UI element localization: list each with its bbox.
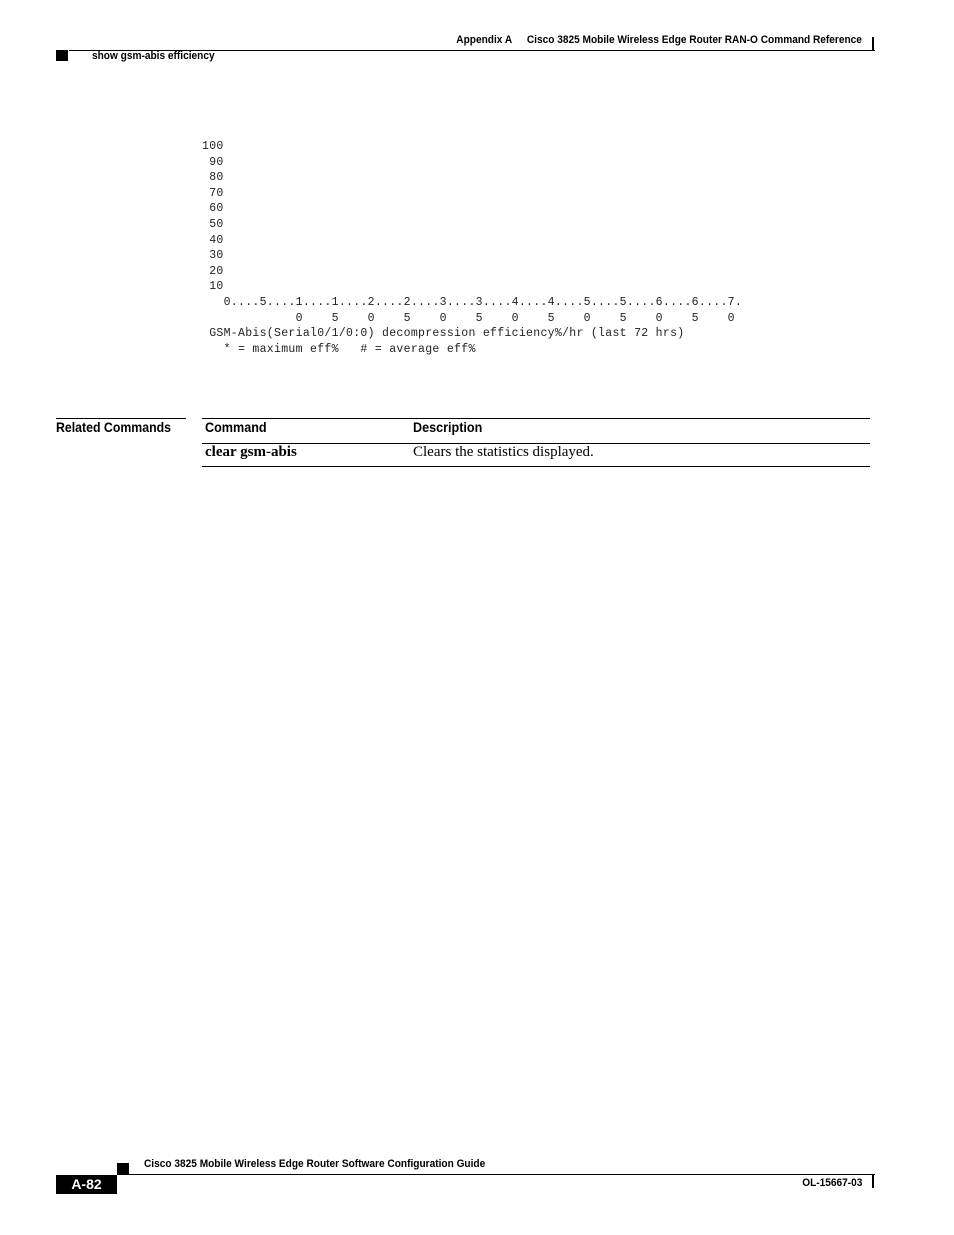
code-line: 0....5....1....1....2....2....3....3....4....4....5....5....6....6....7. — [202, 295, 743, 309]
code-line: GSM-Abis(Serial0/1/0:0) decompression efficiency%/hr (last 72 hrs) — [202, 327, 685, 341]
running-header — [456, 34, 862, 46]
section-title: show gsm-abis efficiency — [92, 50, 215, 62]
code-line: 60 — [202, 202, 224, 216]
code-line: 30 — [202, 249, 224, 263]
description-column-header: Description — [413, 419, 483, 435]
code-line: 50 — [202, 217, 224, 231]
book-title: Cisco 3825 Mobile Wireless Edge Router RAN-O Command Reference — [526, 34, 862, 46]
header-marker — [56, 50, 68, 61]
page-number: A-82 — [56, 1175, 117, 1194]
code-line: * = maximum eff% # = average eff% — [202, 342, 476, 356]
footer-rule — [117, 1174, 875, 1175]
table-header-row — [202, 419, 870, 444]
code-line: 80 — [202, 171, 224, 185]
command-cell: clear gsm-abis — [205, 444, 297, 460]
code-line: 10 — [202, 280, 224, 294]
code-line: 20 — [202, 264, 224, 278]
related-commands-heading: Related Commands — [56, 419, 172, 435]
footer-bar — [872, 1175, 874, 1188]
table-row — [202, 444, 870, 467]
command-column-header: Command — [205, 419, 267, 435]
description-cell: Clears the statistics displayed. — [413, 444, 594, 460]
footer-guide-title: Cisco 3825 Mobile Wireless Edge Router Software Configuration Guide — [144, 1158, 486, 1170]
code-example — [202, 139, 742, 357]
code-line: 70 — [202, 186, 224, 200]
document-number: OL-15667-03 — [801, 1177, 862, 1189]
related-commands-table — [202, 418, 870, 467]
header-bar — [872, 37, 874, 50]
code-line: 90 — [202, 155, 224, 169]
code-line: 100 — [202, 140, 224, 153]
code-line: 0 5 0 5 0 5 0 5 0 5 0 5 0 — [202, 311, 735, 325]
appendix-label: Appendix A — [456, 34, 513, 46]
code-line: 40 — [202, 233, 224, 247]
footer-marker — [117, 1163, 129, 1174]
